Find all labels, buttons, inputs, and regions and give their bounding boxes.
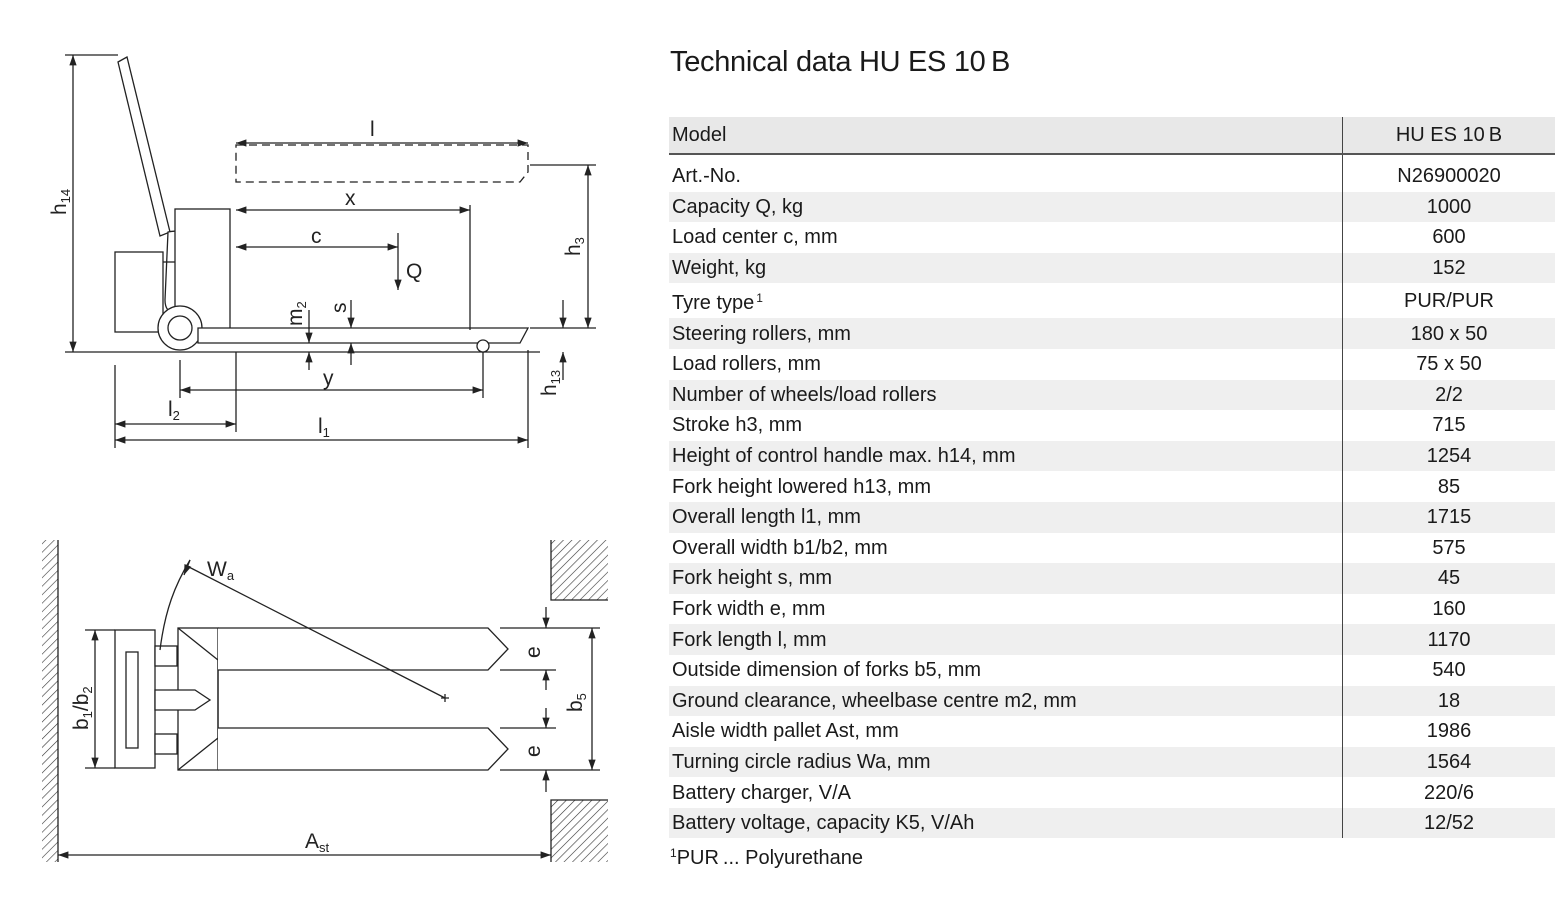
- row-value: 160: [1343, 594, 1556, 625]
- table-row: [669, 154, 1555, 192]
- row-label: [669, 283, 1343, 318]
- label-e-upper: e: [522, 646, 545, 658]
- label-h13: h13: [538, 369, 563, 396]
- row-value: 715: [1343, 410, 1556, 441]
- label-b1-b2: b1/b2: [70, 686, 95, 730]
- row-value: 1986: [1343, 716, 1556, 747]
- row-label: Battery charger, V/A: [672, 781, 851, 804]
- header-model-label: Model: [669, 117, 1343, 154]
- table-row: [669, 716, 1555, 747]
- row-label: Load center c, mm: [672, 226, 838, 249]
- row-value: 1170: [1343, 624, 1556, 655]
- table-row: [669, 349, 1555, 380]
- row-value: 220/6: [1343, 777, 1556, 808]
- row-value: 600: [1343, 222, 1556, 253]
- row-value: 540: [1343, 655, 1556, 686]
- label-b5: b5: [564, 693, 589, 712]
- right-wall-bottom: [551, 800, 608, 862]
- row-label: Stroke h3, mm: [672, 414, 803, 437]
- table-row: [669, 318, 1555, 349]
- row-label: Overall width b1/b2, mm: [672, 536, 888, 559]
- label-y: y: [323, 367, 334, 390]
- row-label: Height of control handle max. h14, mm: [669, 441, 1343, 472]
- row-label: Number of wheels/load rollers: [669, 380, 1343, 411]
- row-label: Outside dimension of forks b5, mm: [672, 659, 982, 682]
- row-label: Battery voltage, capacity K5, V/Ah: [669, 808, 1343, 839]
- footnote-mark: 1: [756, 291, 763, 306]
- table-row: [669, 624, 1555, 655]
- row-label: Load rollers, mm: [672, 353, 821, 376]
- table-row: [669, 253, 1555, 284]
- row-value: 1715: [1343, 502, 1556, 533]
- label-l: l: [370, 118, 375, 141]
- battery-box: [115, 252, 163, 332]
- row-label: Overall length l1, mm: [669, 502, 1343, 533]
- label-e-lower: e: [522, 745, 545, 757]
- left-wall: [42, 540, 58, 862]
- row-value: 12/52: [1343, 808, 1556, 839]
- table-row: [669, 563, 1555, 594]
- row-value: 75 x 50: [1343, 349, 1556, 380]
- label-l2: l2: [168, 398, 180, 423]
- row-value: 45: [1343, 563, 1556, 594]
- label-q: Q: [406, 260, 423, 283]
- fork-lowered: [198, 328, 528, 343]
- footnote: [670, 846, 863, 870]
- label-s: s: [328, 302, 351, 313]
- row-label: Weight, kg: [669, 253, 1343, 284]
- row-value: PUR/PUR: [1343, 283, 1556, 318]
- table-row: [669, 471, 1555, 502]
- header-model-value: HU ES 10 B: [1343, 117, 1556, 154]
- row-value: 2/2: [1343, 380, 1556, 411]
- row-value: 18: [1343, 686, 1556, 717]
- spec-table: [669, 117, 1555, 838]
- label-wa: Wa: [207, 558, 235, 583]
- row-value: 1000: [1343, 192, 1556, 223]
- truck-body-top: [115, 630, 155, 768]
- table-row: [669, 192, 1555, 223]
- table-row: [669, 533, 1555, 564]
- row-label: Art.-No.: [672, 165, 741, 188]
- control-handle: [118, 57, 170, 236]
- row-label-text: Tyre type: [672, 292, 755, 315]
- row-label: Fork height lowered h13, mm: [672, 475, 932, 498]
- footnote-number: 1: [670, 846, 677, 860]
- top-view-drawing: [0, 478, 660, 898]
- row-label: Ground clearance, wheelbase centre m2, mm: [669, 686, 1343, 717]
- row-value: 85: [1343, 471, 1556, 502]
- label-l1: l1: [318, 415, 330, 440]
- table-row: [669, 747, 1555, 778]
- row-label: Steering rollers, mm: [669, 318, 1343, 349]
- table-row: [669, 655, 1555, 686]
- label-h14: h14: [48, 188, 73, 215]
- row-value: 1254: [1343, 441, 1556, 472]
- fork-raised: [236, 145, 528, 182]
- table-row: [669, 808, 1555, 839]
- load-roller: [477, 340, 489, 352]
- right-wall-top: [551, 540, 608, 600]
- table-row: [669, 380, 1555, 411]
- table-row: [669, 594, 1555, 625]
- row-label: Capacity Q, kg: [669, 192, 1343, 223]
- side-view-drawing: [0, 0, 660, 470]
- table-row: [669, 410, 1555, 441]
- fork-right-top: [218, 728, 508, 770]
- label-h3: h3: [562, 237, 587, 256]
- table-row: [669, 686, 1555, 717]
- table-header-row: [669, 117, 1555, 154]
- table-row: [669, 222, 1555, 253]
- footnote-text: PUR ... Polyurethane: [676, 847, 864, 869]
- row-value: 152: [1343, 253, 1556, 284]
- row-value: 575: [1343, 533, 1556, 564]
- row-label: Aisle width pallet Ast, mm: [672, 720, 899, 743]
- row-value: 1564: [1343, 747, 1556, 778]
- steering-wheel: [158, 306, 202, 350]
- table-row: [669, 502, 1555, 533]
- technical-drawings: [0, 0, 660, 898]
- table-row: [669, 441, 1555, 472]
- row-label: Fork length l, mm: [669, 624, 1343, 655]
- row-value: 180 x 50: [1343, 318, 1556, 349]
- table-row: [669, 283, 1555, 318]
- label-c: c: [311, 225, 322, 248]
- row-value: N26900020: [1343, 154, 1556, 192]
- row-label: Fork height s, mm: [669, 563, 1343, 594]
- label-m2: m2: [284, 301, 309, 326]
- fork-left-top: [218, 628, 508, 670]
- row-label: Turning circle radius Wa, mm: [669, 747, 1343, 778]
- page-title: Technical data HU ES 10 B: [670, 46, 1011, 78]
- table-row: [669, 777, 1555, 808]
- label-ast: Ast: [305, 830, 330, 855]
- row-label: Fork width e, mm: [672, 598, 826, 621]
- label-x: x: [345, 187, 356, 210]
